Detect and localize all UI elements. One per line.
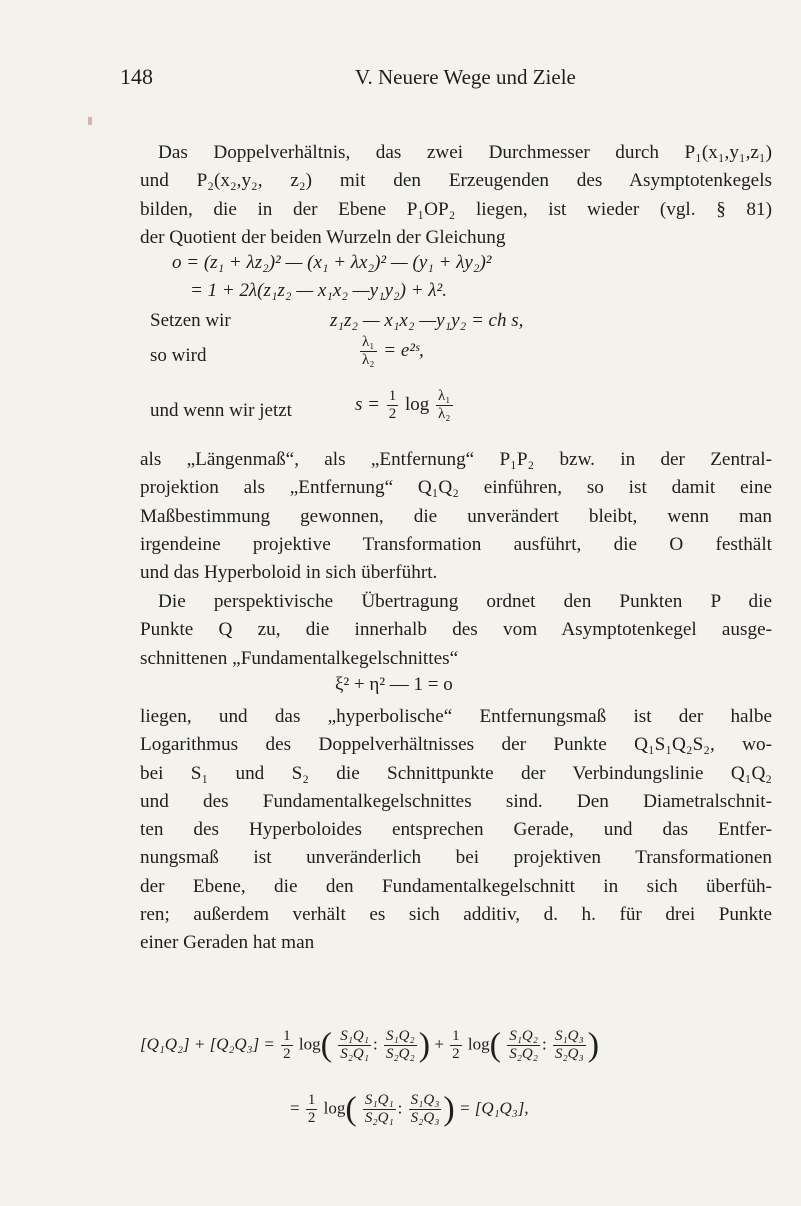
und-formula: s = $\frac{1}{2}$ log $\frac{\text{λ₁}}{\text{λ₂}}$ bbox=[355, 388, 451, 422]
text-line: irgendeine projektive Transformation ausführt, die O festhält bbox=[140, 533, 772, 555]
text-line: und P₂(x₂,y₂, z₂) mit den Erzeugenden des Asymptotenkegels bbox=[140, 170, 772, 192]
text-line: liegen, und das „hyperbolische“ Entfernungsmaß ist der halbe bbox=[140, 706, 772, 727]
text-line: als „Längenmaß“, als „Entfernung“ P₁P₂ bzw. in der Zentral- bbox=[140, 449, 772, 470]
paragraph-2 bbox=[140, 446, 772, 587]
equation-3: ξ² + η² — 1 = o bbox=[335, 674, 453, 695]
text-line: und des Fundamentalkegelschnittes sind. Den Diametralschnit- bbox=[140, 790, 772, 812]
equation-2: = 1 + 2λ(z₁z₂ — x₁x₂ —y₁y₂) + λ². bbox=[190, 280, 447, 301]
text-line: und das Hyperboloid in sich überführt. bbox=[140, 562, 438, 584]
text-line: Logarithmus des Doppelverhältnisses der Punkte Q₁S₁Q₂S₂, wo- bbox=[140, 734, 772, 756]
lambda-fraction: $\frac{\text{λ₁}}{\text{λ₂}}$ bbox=[362, 334, 375, 368]
text-line: der Quotient der beiden Wurzeln der Gleichung bbox=[140, 226, 506, 248]
text-line: Das Doppelverhältnis, das zwei Durchmesser durch P₁(x₁,y₁,z₁) bbox=[158, 142, 772, 163]
text-line: ren; außerdem verhält es sich additiv, d. h. für drei Punkte bbox=[140, 904, 772, 926]
final-equation-line-1: [Q₁Q₂] + [Q₂Q₃] = $\frac{1}{2}$ log( $\frac{\text{S₁Q₁}}{\text{S₂Q₁}}$ : $\frac{\text{S₁Q₂}}{\text{S₂Q₂}}$ ) + $\frac{1}{2}$ log( $\frac{\text{S₁Q₂}}{\text{S₂Q₂}}$ : $\frac{\text{S₁Q₃}}{\text{S₂Q₃}}$ ) bbox=[140, 1026, 600, 1064]
und-label: und wenn wir jetzt bbox=[150, 400, 292, 421]
text-line: Maßbestimmung gewonnen, die unverändert bleibt, wenn man bbox=[140, 505, 772, 527]
text-line: einer Geraden hat man bbox=[140, 932, 315, 954]
text-line: Punkte Q zu, die innerhalb des vom Asymptotenkegel ausge- bbox=[140, 619, 772, 641]
paragraph-4 bbox=[140, 703, 772, 958]
page-header bbox=[120, 64, 711, 98]
setzen-formula: z₁z₂ — x₁x₂ —y₁y₂ = ch s, bbox=[330, 310, 524, 331]
sowird-formula: $\frac{\text{λ₁}}{\text{λ₂}}$ = e²ˢ, bbox=[362, 334, 424, 368]
text-line: Die perspektivische Übertragung ordnet den Punkten P die bbox=[158, 591, 772, 612]
running-title: V. Neuere Wege und Ziele bbox=[355, 65, 576, 89]
text-line: projektion als „Entfernung“ Q₁Q₂ einführen, so ist damit eine bbox=[140, 477, 772, 499]
sowird-label: so wird bbox=[150, 345, 207, 366]
setzen-label: Setzen wir bbox=[150, 310, 231, 331]
text-line: nungsmaß ist unveränderlich bei projektiven Transformationen bbox=[140, 847, 772, 869]
final-equation-line-2: = $\frac{1}{2}$ log( $\frac{\text{S₁Q₁}}{\text{S₂Q₁}}$ : $\frac{\text{S₁Q₃}}{\text{S₂Q₃}}$ ) = [Q₁Q₃], bbox=[290, 1090, 529, 1128]
paragraph-1 bbox=[140, 139, 772, 252]
text-line: bei S₁ und S₂ die Schnittpunkte der Verbindungslinie Q₁Q₂ bbox=[140, 762, 772, 784]
text-line: ten des Hyperboloides entsprechen Gerade, und das Entfer- bbox=[140, 819, 772, 841]
text-line: bilden, die in der Ebene P₁OP₂ liegen, ist wieder (vgl. § 81) bbox=[140, 198, 772, 220]
text-line: schnittenen „Fundamentalkegelschnittes“ bbox=[140, 647, 459, 669]
lambda-ratio: $\frac{\text{λ₁}}{\text{λ₂}}$ bbox=[438, 388, 451, 422]
text-line: der Ebene, die den Fundamentalkegelschnitt in sich überfüh- bbox=[140, 875, 772, 897]
margin-mark bbox=[88, 117, 92, 125]
half-fraction: $\frac{1}{2}$ bbox=[388, 388, 397, 422]
paragraph-3 bbox=[140, 588, 772, 673]
equation-1: o = (z₁ + λz₂)² — (x₁ + λx₂)² — (y₁ + λy₂)² bbox=[172, 252, 492, 273]
page-number: 148 bbox=[120, 64, 153, 89]
